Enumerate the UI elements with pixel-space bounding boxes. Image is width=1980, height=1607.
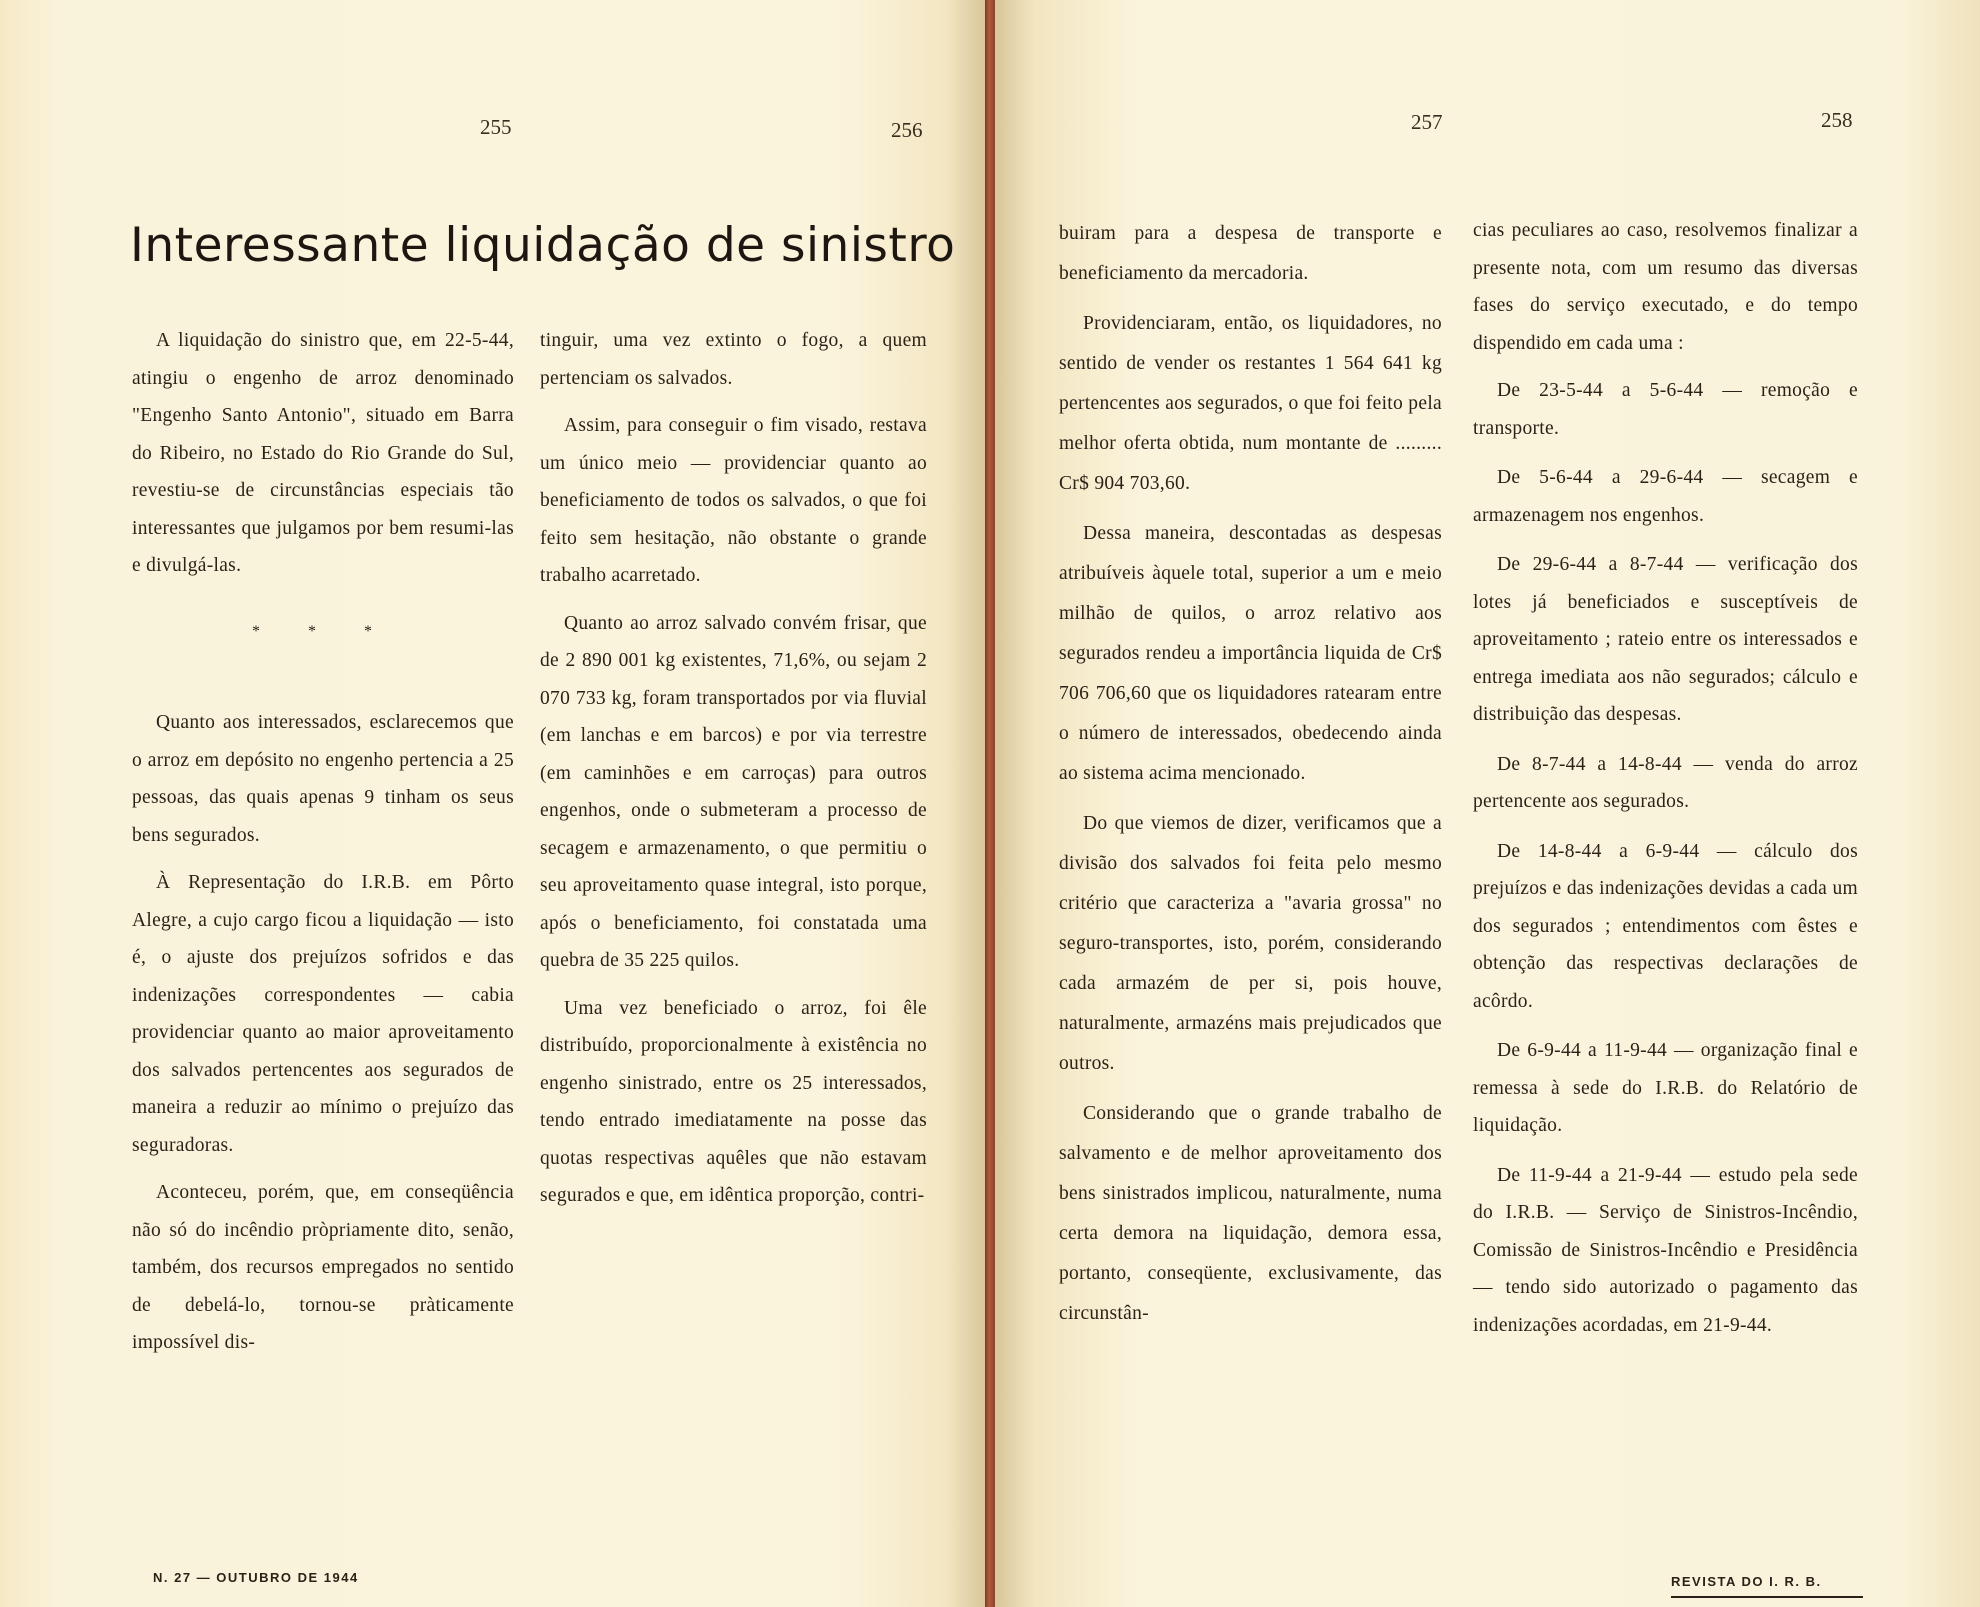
paragraph: Quanto ao arroz salvado convém frisar, que de 2 890 001 kg existentes, 71,6%, ou sejam 2 070 733 kg, foram transportados por via fluvial (em lanchas e em barcos) e por via terrestre (em caminhões e em carroças) para outros engenhos, onde o submeteram a processo de secagem e armazenamento, o que permitiu o seu aproveitamento quase integral, isto porque, após o beneficiamento, foi constatada uma quebra de 35 225 quilos. bbox=[540, 612, 927, 971]
paragraph: A liquidação do sinistro que, em 22-5-44, atingiu o engenho de arroz denominado "Engenho Santo Antonio", situado em Barra do Ribeiro, no Estado do Rio Grande do Sul, revestiu-se de circunstâncias especiais tão interessantes que julgamos por bem resumi-las e divulgá-las. bbox=[132, 330, 514, 576]
page-number-257: 257 bbox=[1411, 110, 1443, 134]
schedule-item: De 6-9-44 a 11-9-44 — organização final e remessa à sede do I.R.B. do Relatório de liquidação. bbox=[1473, 1040, 1858, 1136]
paragraph: Assim, para conseguir o fim visado, restava um único meio — providenciar quanto ao beneficiamento de todos os salvados, o que foi feito sem hesitação, não obstante o grande trabalho acarretado. bbox=[540, 415, 927, 586]
paragraph: buiram para a despesa de transporte e beneficiamento da mercadoria. bbox=[1059, 223, 1442, 284]
page-number-255: 255 bbox=[480, 115, 512, 139]
paragraph: À Representação do I.R.B. em Pôrto Alegre, a cujo cargo ficou a liquidação — isto é, o ajuste dos prejuízos sofridos e das indenizações correspondentes — cabia providenciar quanto ao maior aproveitamento dos salvados pertencentes aos segurados de maneira a reduzir ao mínimo o prejuízo das seguradoras. bbox=[132, 872, 514, 1156]
schedule-item: De 23-5-44 a 5-6-44 — remoção e transporte. bbox=[1473, 380, 1858, 439]
paragraph: Considerando que o grande trabalho de salvamento e de melhor aproveitamento dos bens sinistrados implicou, naturalmente, numa certa demora na liquidação, demora essa, portanto, conseqüente, exclusivamente, das circunstân- bbox=[1059, 1103, 1442, 1324]
schedule-item: De 14-8-44 a 6-9-44 — cálculo dos prejuízos e das indenizações devidas a cada um dos segurados ; entendimentos com êstes e obtenção das respectivas declarações de acôrdo. bbox=[1473, 840, 1858, 1012]
column-1 bbox=[132, 322, 514, 1372]
schedule-item: De 8-7-44 a 14-8-44 — venda do arroz pertencente aos segurados. bbox=[1473, 753, 1858, 812]
issue-footer: N. 27 — OUTUBRO DE 1944 bbox=[153, 1570, 359, 1585]
paragraph: Do que viemos de dizer, verificamos que a divisão dos salvados foi feita pelo mesmo critério que caracteriza a "avaria grossa" no seguro-transportes, isto, porém, considerando cada armazém de per si, pois houve, naturalmente, armazéns mais prejudicados que outros. bbox=[1059, 813, 1442, 1074]
paragraph: Aconteceu, porém, que, em conseqüência não só do incêndio pròpriamente dito, senão, também, dos recursos empregados no sentido de debelá-lo, tornou-se pràticamente impossível dis- bbox=[132, 1182, 514, 1353]
column-2 bbox=[540, 322, 927, 1225]
column-3 bbox=[1059, 214, 1442, 1344]
left-page bbox=[0, 0, 985, 1607]
paragraph: tinguir, uma vez extinto o fogo, a quem pertenciam os salvados. bbox=[540, 330, 927, 389]
page-number-256: 256 bbox=[891, 118, 923, 142]
paragraph: Quanto aos interessados, esclarecemos que o arroz em depósito no engenho pertencia a 25 pessoas, das quais apenas 9 tinham os seus bens segurados. bbox=[132, 712, 514, 846]
article-title: Interessante liquidação de sinistro bbox=[130, 218, 956, 273]
section-separator: * * * bbox=[252, 622, 394, 640]
footer-rule bbox=[1671, 1596, 1863, 1598]
book-gutter bbox=[985, 0, 995, 1607]
paragraph: Uma vez beneficiado o arroz, foi êle distribuído, proporcionalmente à existência no engenho sinistrado, entre os 25 interessados, tendo entrado imediatamente na posse das quotas respectivas aquêles que não estavam segurados e que, em idêntica proporção, contri- bbox=[540, 997, 927, 1206]
paragraph: Dessa maneira, descontadas as despesas atribuíveis àquele total, superior a um e meio milhão de quilos, o arroz relativo aos segurados rendeu a importância liquida de Cr$ 706 706,60 que os liquidadores ratearam entre o número de interessados, obedecendo ainda ao sistema acima mencionado. bbox=[1059, 523, 1442, 784]
paragraph: cias peculiares ao caso, resolvemos finalizar a presente nota, com um resumo das diversas fases do serviço executado, e do tempo dispendido em cada uma : bbox=[1473, 220, 1858, 354]
paragraph: Providenciaram, então, os liquidadores, no sentido de vender os restantes 1 564 641 kg pertencentes aos segurados, o que foi feito pela melhor oferta obtida, num montante de ......... Cr$ 904 703,60. bbox=[1059, 313, 1442, 494]
journal-footer: REVISTA DO I. R. B. bbox=[1671, 1574, 1822, 1589]
schedule-item: De 29-6-44 a 8-7-44 — verificação dos lotes já beneficiados e susceptíveis de aproveitamento ; rateio entre os interessados e entrega imediata aos não segurados; cálculo e distribuição das despesas. bbox=[1473, 554, 1858, 725]
column-4 bbox=[1473, 212, 1858, 1356]
page-number-258: 258 bbox=[1821, 108, 1853, 132]
right-page bbox=[995, 0, 1980, 1607]
schedule-item: De 5-6-44 a 29-6-44 — secagem e armazenagem nos engenhos. bbox=[1473, 467, 1858, 526]
schedule-item: De 11-9-44 a 21-9-44 — estudo pela sede do I.R.B. — Serviço de Sinistros-Incêndio, Comissão de Sinistros-Incêndio e Presidência — tendo sido autorizado o pagamento das indenizações acordadas, em 21-9-44. bbox=[1473, 1164, 1858, 1336]
